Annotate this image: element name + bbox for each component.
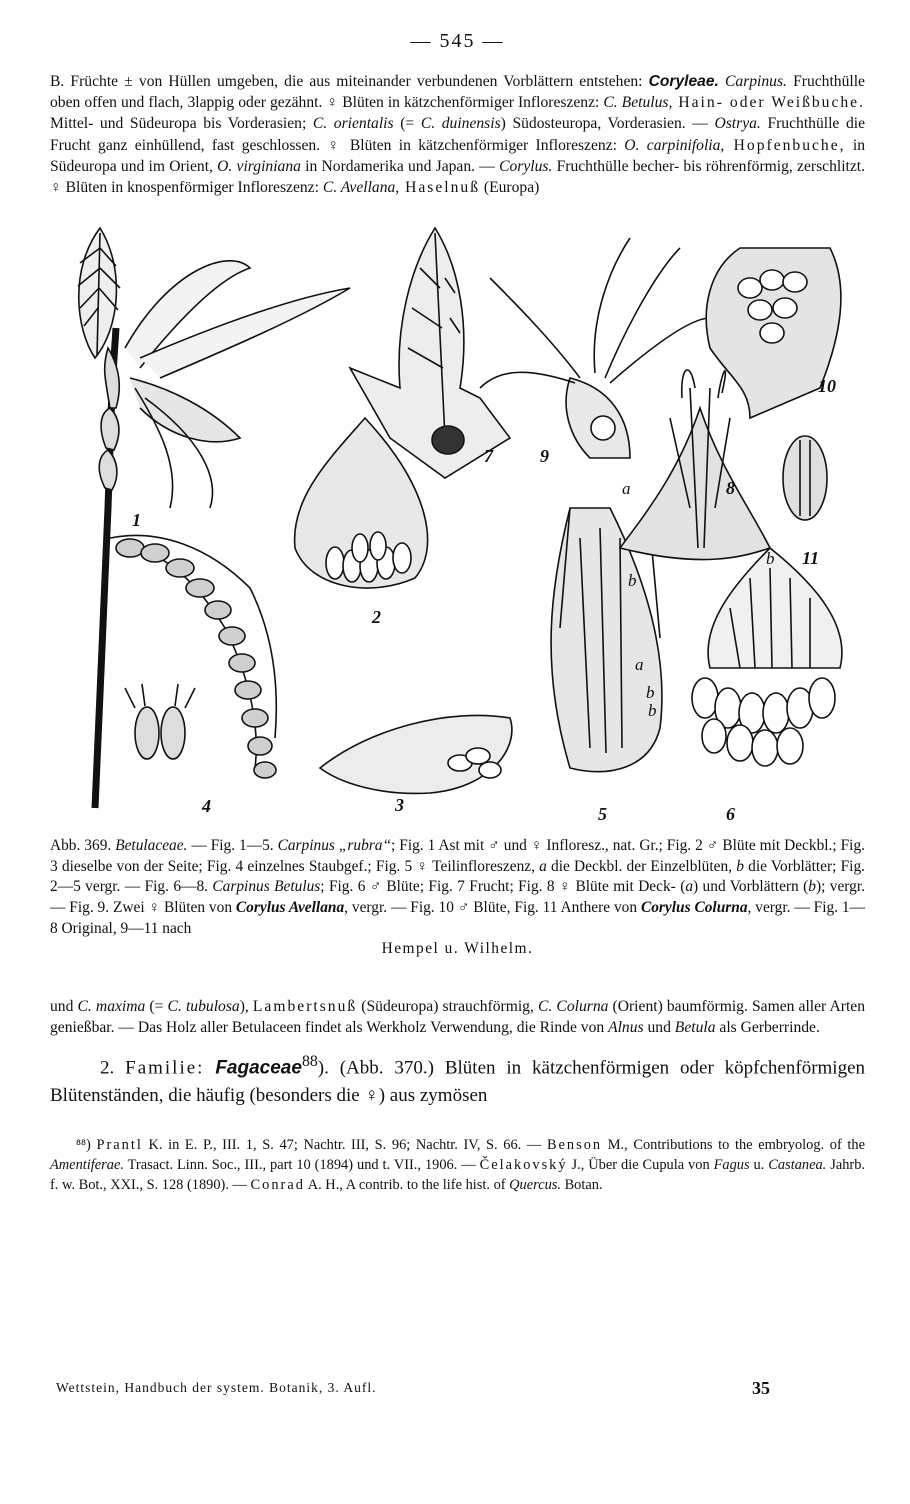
family-label: Familie: xyxy=(125,1057,205,1079)
text: (= xyxy=(145,997,168,1015)
taxon: Castanea. xyxy=(768,1156,827,1173)
fig6-male-flower-drawing xyxy=(692,548,842,766)
taxon: C. maxima xyxy=(77,997,146,1015)
text: Fruchthülle oben offen und flach, 3lappig oder gezähnt. ♀ Blüten in kätzchenförmiger Infloreszenz: xyxy=(50,73,865,112)
botanical-figure-369 xyxy=(50,208,865,828)
taxon: C. Avellana, xyxy=(322,179,400,197)
taxon: O. carpinifolia, xyxy=(624,136,725,154)
taxon: Alnus xyxy=(608,1018,644,1036)
text: die Vorblätter; Fig. 2—5 vergr. — Fig. 6—8. xyxy=(50,857,865,896)
fig5-label-b-low: b xyxy=(648,701,657,721)
fig-label-11: 11 xyxy=(802,548,820,569)
taxon: Carpinus „rubra“ xyxy=(277,837,392,855)
text: ; Fig. 1 Ast mit ♂ und ♀ Infloresz., nat. Gr.; Fig. 2 ♂ Blüte mit Deckbl.; Fig. 3 dieselbe von der Seite; Fig. 4 einzelnes Staubgef.; Fig. 5 ♀ Teilinfloreszenz, xyxy=(50,837,865,875)
text: K. in E. P., III. 1, S. 47; Nachtr. III, S. 96; Nachtr. IV, S. 66. — xyxy=(142,1136,547,1153)
text: (Orient) baumförmig. Samen aller Arten genießbar. — Das Holz aller Betulaceen findet als Werkholz Verwendung, die Rinde von xyxy=(50,997,866,1036)
taxon: C. Betulus, xyxy=(603,94,673,112)
taxon: Corylus Avellana xyxy=(235,899,345,916)
common-name: Hopfenbuche, xyxy=(724,136,846,154)
text: die Deckbl. der Einzelblüten, xyxy=(546,857,737,875)
text: ⁸⁸) xyxy=(76,1136,97,1153)
text: Fruchthülle becher- bis röhrenförmig, zerschlitzt. ♀ Blüten in knospenförmiger Infloreszenz: xyxy=(50,157,866,197)
taxon: O. virginiana xyxy=(217,157,301,175)
text: ) Südosteuropa, Vorderasien. — xyxy=(500,115,715,133)
text: ) und Vorblättern ( xyxy=(693,878,809,896)
text: in Nordamerika und Japan. — xyxy=(300,157,500,175)
common-name: Hain- oder Weißbuche. xyxy=(672,94,865,112)
text: , vergr. — Fig. 1—8 Original, 9—11 nach xyxy=(50,899,865,937)
text: — Fig. 1—5. xyxy=(187,837,278,855)
text: (Südeuropa) strauchförmig, xyxy=(357,997,538,1015)
text: , vergr. — Fig. 10 ♂ Blüte, Fig. 11 Anthere von xyxy=(344,899,641,916)
fig-label-9: 9 xyxy=(540,446,549,467)
intro-paragraph xyxy=(50,71,865,198)
taxon: Fagus xyxy=(713,1156,750,1173)
text: u. xyxy=(749,1156,769,1173)
fig5-label-b-top: b xyxy=(628,571,637,591)
page-footer xyxy=(56,1380,816,1396)
taxon-carpinus: Carpinus. xyxy=(718,73,787,90)
text: M., Contributions to the embryolog. of the xyxy=(602,1136,865,1153)
text: und xyxy=(50,997,78,1015)
letter: a xyxy=(685,878,694,896)
taxon: Corylus Colurna xyxy=(640,899,748,916)
caption-credit: Hempel u. Wilhelm. xyxy=(381,940,534,958)
fig8-label-b: b xyxy=(766,549,775,569)
text: ); vergr. — Fig. 9. Zwei ♀ Blüten von xyxy=(50,878,865,916)
text: (= xyxy=(393,115,421,133)
text: ; Fig. 6 ♂ Blüte; Fig. 7 Frucht; Fig. 8 ♀ Blüte mit Deck- ( xyxy=(320,878,686,896)
text xyxy=(204,1058,215,1079)
figure-caption xyxy=(50,836,865,960)
taxon: C. tubulosa xyxy=(167,997,240,1015)
text: in Südeuropa und im Orient, xyxy=(50,136,866,175)
letter: b xyxy=(736,857,744,875)
taxon: Carpinus Betulus xyxy=(212,878,321,896)
lower-paragraph xyxy=(50,996,865,1038)
footnote-ref: 88 xyxy=(301,1053,318,1071)
text: Abb. 369. xyxy=(50,837,116,855)
text: ), xyxy=(239,997,253,1015)
text: A. H., A contrib. to the life hist. of xyxy=(304,1176,510,1193)
author: Prantl xyxy=(96,1136,143,1153)
taxon: Amentiferae. xyxy=(50,1156,124,1173)
fig-label-5: 5 xyxy=(598,804,607,825)
footer-title: Wettstein, Handbuch der system. Botanik, 3. Aufl. xyxy=(56,1380,377,1395)
family-heading-paragraph xyxy=(50,1048,865,1108)
text: J., Über die Cupula von xyxy=(567,1156,714,1173)
fig4-stamen-drawing xyxy=(125,684,195,759)
text: und xyxy=(643,1018,675,1036)
document-page xyxy=(50,30,865,1209)
text: 2. xyxy=(100,1057,126,1079)
taxon: Quercus. xyxy=(509,1176,561,1193)
fig-label-4: 4 xyxy=(202,796,211,817)
family-name: Fagaceae xyxy=(215,1057,302,1079)
fig9-corylus-flowers-drawing xyxy=(480,238,710,458)
fig-label-6: 6 xyxy=(726,804,735,825)
taxon: C. orientalis xyxy=(312,115,394,133)
fig-label-1: 1 xyxy=(132,510,141,531)
taxon: Ostrya. xyxy=(714,115,761,133)
letter: b xyxy=(808,878,816,896)
common-name: Lambertsnuß xyxy=(252,997,358,1015)
text: ). (Abb. 370.) Blüten in kätzchenförmigen oder köpfchenförmigen Blütenständen, die häufig (besonders die ♀) aus zymösen xyxy=(50,1057,866,1106)
text: Trasact. Linn. Soc., III., part 10 (1894) und t. VII., 1906. — xyxy=(123,1156,480,1173)
fig-label-2: 2 xyxy=(372,607,381,628)
taxon: Betulaceae. xyxy=(115,837,188,855)
taxon: C. duinensis xyxy=(420,115,501,133)
text: B. Früchte ± von Hüllen umgeben, die aus miteinander verbundenen Vorblättern entstehen: xyxy=(50,73,649,90)
fig11-anther-drawing xyxy=(783,436,827,520)
footnote-88 xyxy=(50,1135,865,1195)
page-number: — 545 — xyxy=(410,30,505,52)
taxon-coryleae: Coryleae. xyxy=(648,73,719,90)
text: Jahrb. f. w. Bot., XXI., S. 128 (1890). — xyxy=(50,1156,865,1193)
taxon: C. Colurna xyxy=(538,997,609,1015)
fig3-side-view-drawing xyxy=(320,716,512,794)
sheet-number: 35 xyxy=(752,1378,770,1398)
fig5-label-b-mid: b xyxy=(646,683,655,703)
fig5-label-a: a xyxy=(635,655,644,675)
author: Čelakovský xyxy=(479,1156,568,1173)
text: Botan. xyxy=(560,1176,603,1193)
figure-illustration xyxy=(50,208,865,828)
fig-label-3: 3 xyxy=(395,795,404,816)
fig8-label-a: a xyxy=(622,479,631,499)
fig-label-8: 8 xyxy=(726,478,735,499)
author: Conrad xyxy=(250,1176,305,1193)
fig-label-7: 7 xyxy=(484,446,493,467)
fig-label-10: 10 xyxy=(818,376,836,397)
taxon: Betula xyxy=(674,1018,716,1036)
common-name: Haselnuß xyxy=(399,179,481,197)
taxon: Corylus. xyxy=(499,157,553,175)
text: Fruchthülle die Frucht ganz einhüllend, fast geschlossen. ♀ Blüten in kätzchenförmiger Infloreszenz: xyxy=(50,115,865,154)
text: (Europa) xyxy=(480,179,540,197)
letter: a xyxy=(539,857,547,875)
text: als Gerberrinde. xyxy=(715,1018,820,1036)
author: Benson xyxy=(546,1136,603,1153)
text: Mittel- und Südeuropa bis Vorderasien; xyxy=(50,115,313,133)
